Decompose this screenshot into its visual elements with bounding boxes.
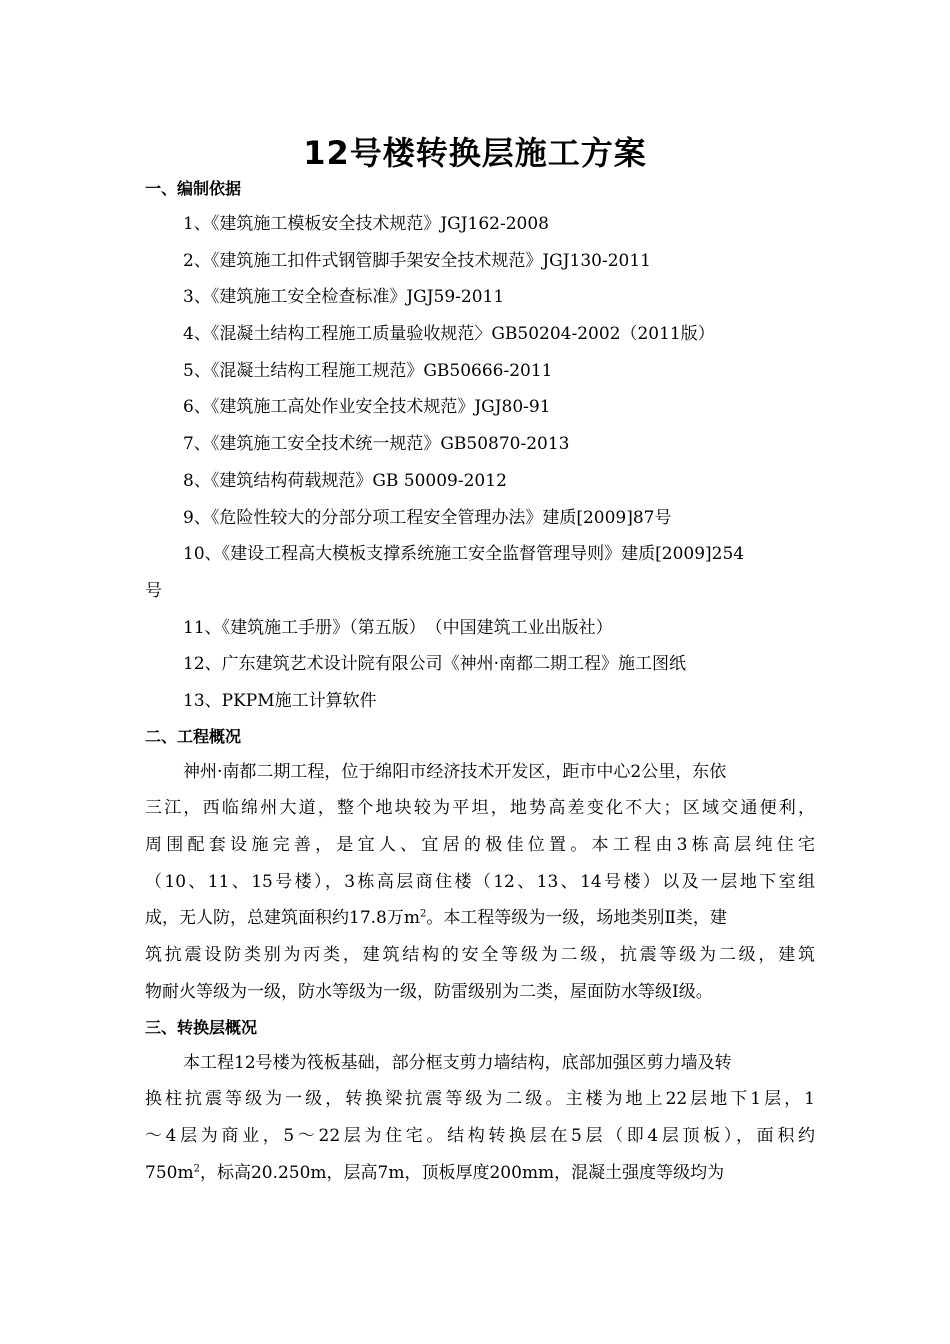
overview-paragraph: [145, 754, 815, 1011]
reference-item: [145, 536, 815, 609]
reference-item: 6、《建筑施工高处作业安全技术规范》JGJ80-91: [183, 397, 551, 418]
paragraph-line: [145, 900, 815, 937]
section-heading-basis: 一、编制依据: [145, 179, 242, 198]
reference-line: 号: [145, 580, 162, 601]
document-body: [145, 172, 815, 1191]
section-heading-transfer-floor: 三、转换层概况: [145, 1017, 258, 1037]
paragraph-line: 周围配套设施完善，是宜人、宜居的极佳位置。本工程由3栋高层纯住宅: [145, 835, 815, 856]
reference-item: 7、《建筑施工安全技术统一规范》GB50870-2013: [183, 434, 570, 455]
reference-item: 11、《建筑施工手册》（第五版） （中国建筑工业出版社）: [183, 617, 613, 638]
reference-item: 4、《混凝土结构工程施工质量验收规范〉GB50204-2002（2011版）: [183, 324, 715, 345]
reference-item: 9、《危险性较大的分部分项工程安全管理办法》建质[2009]87号: [183, 507, 672, 528]
reference-line: 10、《建设工程高大模板支撑系统施工安全监督管理导则》建质[2009]254: [183, 544, 745, 565]
superscript: 2: [193, 1163, 200, 1175]
reference-item: 3、《建筑施工安全检查标准》JGJ59-2011: [183, 287, 505, 308]
section-heading-overview: 二、工程概况: [145, 726, 242, 746]
line-text: 750m: [145, 1162, 194, 1183]
line-text: 。本工程等级为一级，场地类别Ⅱ类，建: [426, 908, 727, 929]
line-text: ，标高20.250m，层高7m，顶板厚度200mm，混凝土强度等级均为: [199, 1162, 725, 1183]
reference-item: 5、《混凝土结构工程施工规范》GB50666-2011: [183, 360, 553, 381]
superscript: 2: [419, 908, 427, 920]
reference-item: 8、《建筑结构荷载规范》GB 50009-2012: [183, 470, 507, 491]
reference-item: 13、PKPM施工计算软件: [183, 690, 377, 711]
document-title: 12号楼转换层施工方案: [303, 134, 647, 172]
paragraph-line: 本工程12号楼为筏板基础，部分框支剪力墙结构，底部加强区剪力墙及转: [183, 1052, 732, 1073]
paragraph-line: 三江，西临绵州大道，整个地块较为平坦，地势高差变化不大；区域交通便利，: [145, 798, 815, 819]
paragraph-line: ～4层为商业，5～22层为住宅。结构转换层在5层（即4层顶板），面积约: [145, 1125, 815, 1146]
paragraph-line: 换柱抗震等级为一级，转换梁抗震等级为二级。主楼为地上22层地下1层，1: [145, 1089, 815, 1110]
reference-item: 12、广东建筑艺术设计院有限公司《神州·南都二期工程》施工图纸: [183, 654, 687, 675]
paragraph-line: [145, 1155, 815, 1192]
reference-item: 2、《建筑施工扣件式钢管脚手架安全技术规范》JGJ130-2011: [183, 250, 651, 271]
paragraph-line: 筑抗震设防类别为丙类，建筑结构的安全等级为二级，抗震等级为二级，建筑: [145, 945, 815, 966]
paragraph-line: 神州·南都二期工程，位于绵阳市经济技术开发区，距市中心2公里，东依: [183, 761, 727, 782]
line-text: 成，无人防，总建筑面积约17.8万m: [145, 908, 420, 929]
paragraph-line: 物耐火等级为一级，防水等级为一级，防雷级别为二类，屋面防水等级Ⅰ级。: [145, 981, 713, 1002]
reference-item: 1、《建筑施工模板安全技术规范》JGJ162-2008: [183, 214, 549, 234]
transfer-paragraph: [145, 1045, 815, 1192]
paragraph-line: （10、11、15号楼），3栋高层商住楼（12、13、14号楼）以及一层地下室组: [145, 871, 815, 892]
